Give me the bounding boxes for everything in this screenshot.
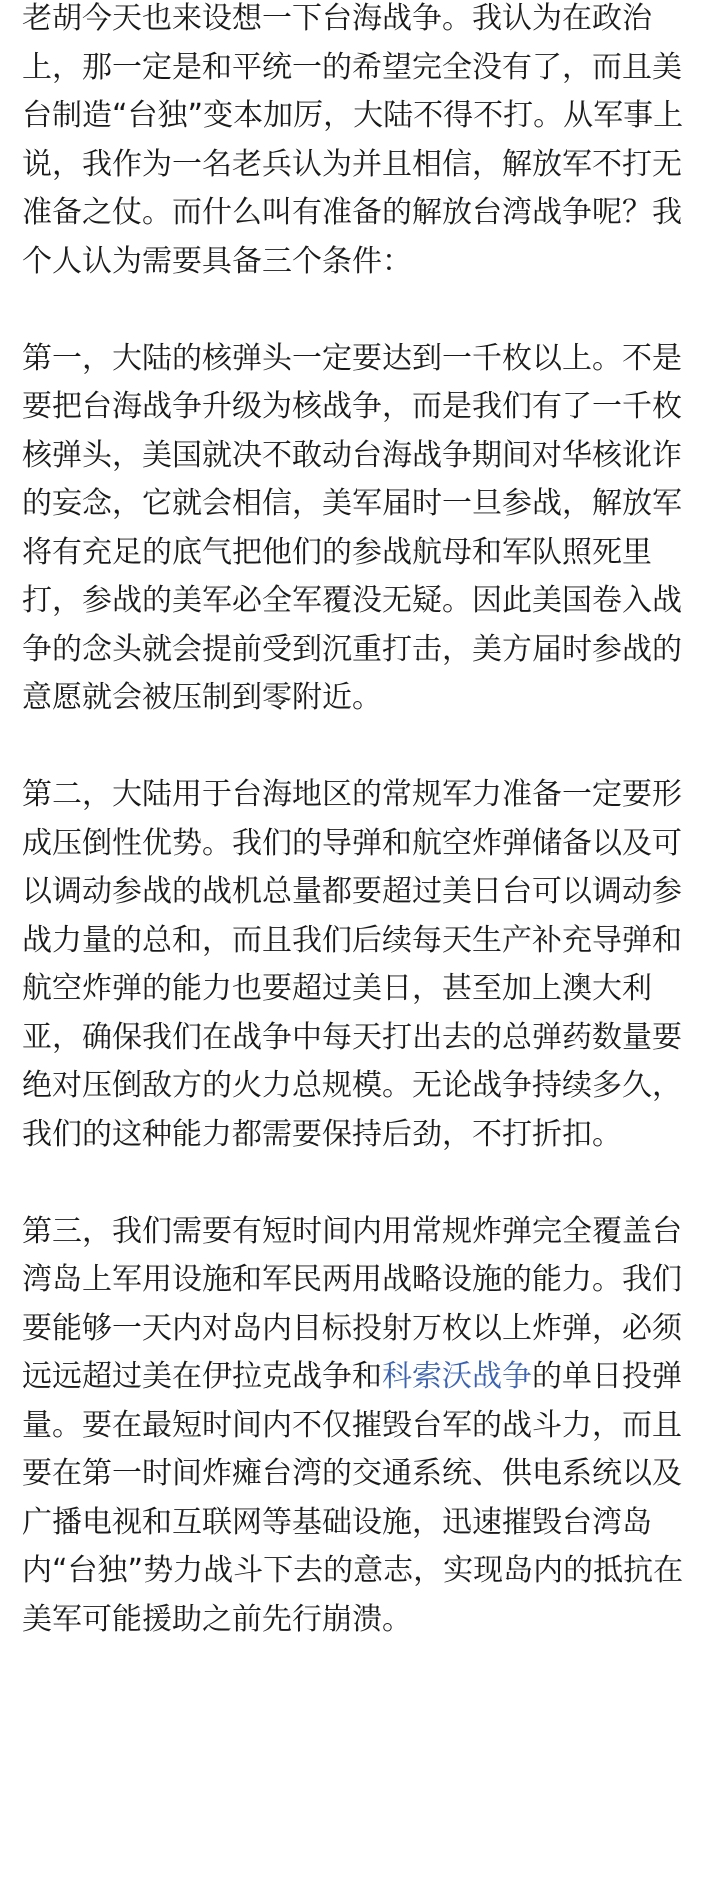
- kosovo-war-link[interactable]: 科索沃战争: [382, 1359, 532, 1394]
- paragraph-text-before-link: 第三，我们需要有短时间内用常规炸弹完全覆盖台湾岛上军用设施和军民两用战略设施的能力。我们要能够一天内对岛内目标投射万枚以上炸弹，必须远远超过美在伊拉克战争和: [22, 1213, 682, 1394]
- paragraph-text-after-link: 的单日投弹量。要在最短时间内不仅摧毁台军的战斗力，而且要在第一时间炸瘫台湾的交通系统、供电系统以及广播电视和互联网等基础设施，迅速摧毁台湾岛内“台独”势力战斗下去的意志，实现岛内的抵抗在美军可能援助之前先行崩溃。: [22, 1359, 684, 1637]
- paragraph-condition-three: [22, 1208, 703, 1645]
- paragraph-condition-two: 第二，大陆用于台海地区的常规军力准备一定要形成压倒性优势。我们的导弹和航空炸弹储备以及可以调动参战的战机总量都要超过美日台可以调动参战力量的总和，而且我们后续每天生产补充导弹和航空炸弹的能力也要超过美日，甚至加上澳大利亚，确保我们在战争中每天打出去的总弹药数量要绝对压倒敌方的火力总规模。无论战争持续多久，我们的这种能力都需要保持后劲，不打折扣。: [22, 777, 682, 1152]
- paragraph-condition-one: 第一，大陆的核弹头一定要达到一千枚以上。不是要把台海战争升级为核战争，而是我们有了一千枚核弹头，美国就决不敢动台海战争期间对华核讹诈的妄念，它就会相信，美军届时一旦参战，解放军将有充足的底气把他们的参战航母和军队照死里打，参战的美军必全军覆没无疑。因此美国卷入战争的念头就会提前受到沉重打击，美方届时参战的意愿就会被压制到零附近。: [22, 340, 682, 715]
- paragraph-intro: 老胡今天也来设想一下台海战争。我认为在政治上，那一定是和平统一的希望完全没有了，而且美台制造“台独”变本加厉，大陆不得不打。从军事上说，我作为一名老兵认为并且相信，解放军不打无准备之仗。而什么叫有准备的解放台湾战争呢？我个人认为需要具备三个条件：: [22, 1, 684, 279]
